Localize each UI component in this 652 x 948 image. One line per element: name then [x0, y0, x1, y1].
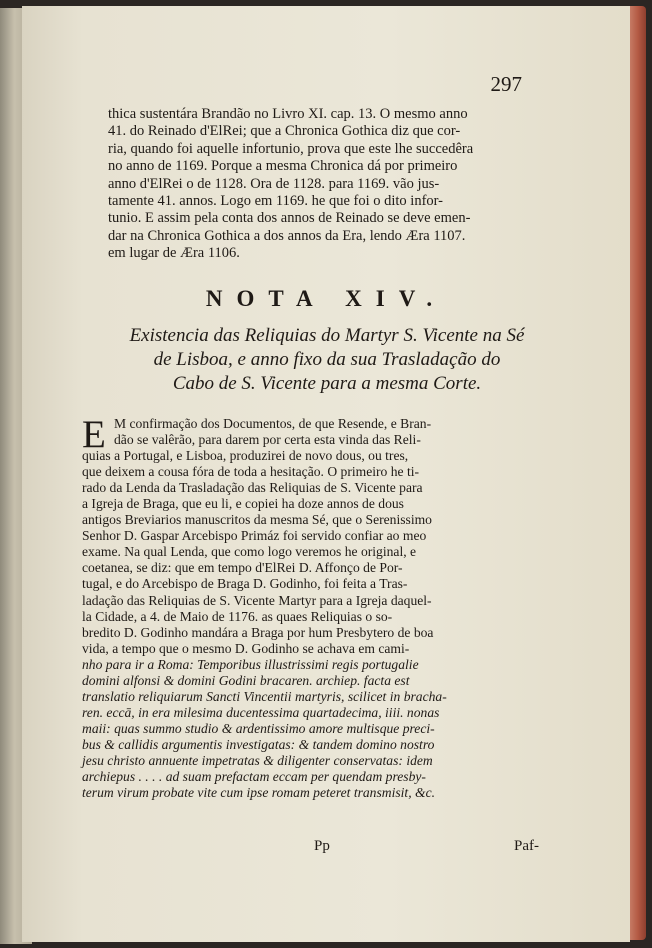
text-line: bus & callidis argumentis investigatas: & tandem domino nostro — [82, 736, 435, 752]
body-paragraph — [82, 413, 552, 801]
text-line: ren. eccā, in era milesima ducentessima quartadecima, iiii. nonas — [82, 704, 440, 720]
text-line: rado da Lenda da Trasladação das Reliquias de S. Vicente para — [82, 480, 423, 496]
text-line: exame. Na qual Lenda, que como logo veremos he original, e — [82, 544, 417, 560]
text-line: translatio reliquiarum Sancti Vincentii martyris, scilicet in bracha- — [82, 688, 447, 704]
text-line: terum virum probate vite cum ipse romam peteret transmisit, &c. — [82, 785, 436, 801]
text-line: 41. do Reinado d'ElRei; que a Chronica Gothica diz que cor- — [108, 123, 461, 140]
section-heading: NOTA XIV. — [205, 286, 447, 311]
text-line: ladação das Reliquias de S. Vicente Martyr para a Igreja daquel- — [82, 592, 432, 608]
book-page — [22, 6, 630, 942]
text-line: bredito D. Godinho mandára a Braga por hum Presbytero de boa — [82, 624, 434, 640]
text-line: no anno de 1169. Porque a mesma Chronica dá por primeiro — [108, 158, 458, 175]
subtitle-line: de Lisboa, e anno fixo da sua Trasladação do — [153, 349, 501, 370]
paragraph-continued — [108, 106, 548, 263]
text-line: que deixem a cousa fóra de toda a hesitação. O primeiro he ti- — [82, 464, 420, 480]
text-line: maii: quas summo studio & ardentissimo amore multisque preci- — [82, 720, 435, 736]
text-line: tunio. E assim pela conta dos annos de Reinado se deve emen- — [108, 210, 471, 227]
catchword: Paf- — [514, 838, 539, 854]
text-line: nho para ir a Roma: Temporibus illustrissimi regis portugalie — [82, 656, 419, 672]
signature-mark: Pp — [314, 838, 330, 854]
drop-cap: E — [82, 413, 106, 456]
text-line: la Cidade, a 4. de Maio de 1176. as quaes Reliquias o so- — [82, 608, 393, 624]
text-line: antigos Breviarios manuscritos da mesma Sé, que o Serenissimo — [82, 512, 432, 528]
text-line: em lugar de Æra 1106. — [108, 245, 240, 262]
text-line: archiepus . . . . ad suam prefactam eccam per quendam presby- — [82, 769, 426, 785]
text-line: a Igreja de Braga, que eu li, e copiei ha doze annos de dous — [82, 496, 404, 512]
text-line: tugal, e do Arcebispo de Braga D. Godinho, foi feita a Tras- — [82, 576, 408, 592]
page-number: 297 — [490, 72, 522, 96]
text-line: vida, a tempo que o mesmo D. Godinho se achava em cami- — [82, 640, 410, 656]
text-line: domini alfonsi & domini Godini bracaren. archiep. facta est — [82, 672, 410, 688]
text-line: thica sustentára Brandão no Livro XI. cap. 13. O mesmo anno — [108, 106, 468, 122]
text-line: quias a Portugal, e Lisboa, produzirei de novo dous, ou tres, — [82, 448, 409, 464]
text-line: tamente 41. annos. Logo em 1169. he que foi o dito infor- — [108, 193, 444, 210]
subtitle-line: Cabo de S. Vicente para a mesma Corte. — [172, 373, 482, 394]
text-line: dão se valêrão, para darem por certa esta vinda das Reli- — [114, 432, 421, 448]
page-edge-red — [628, 6, 646, 940]
text-line: dar na Chronica Gothica a dos annos da Era, lendo Æra 1107. — [108, 227, 466, 244]
text-line: anno d'ElRei o de 1128. Ora de 1128. para 1169. vão jus- — [108, 175, 440, 192]
text-line: Senhor D. Gaspar Arcebispo Primáz foi servido confiar ao meo — [82, 528, 427, 544]
text-line: coetanea, se diz: que em tempo d'ElRei D. Affonço de Por- — [82, 560, 403, 576]
text-line: M confirmação dos Documentos, de que Resende, e Bran- — [114, 416, 432, 431]
subtitle-line: Existencia das Reliquias do Martyr S. Vicente na Sé — [129, 325, 525, 346]
text-line: ria, quando foi aquelle infortunio, prova que este lhe succedêra — [108, 140, 474, 157]
section-subtitle — [92, 324, 562, 396]
text-line: jesu christo annuente impetratas & diligenter conservatas: idem — [82, 752, 433, 768]
